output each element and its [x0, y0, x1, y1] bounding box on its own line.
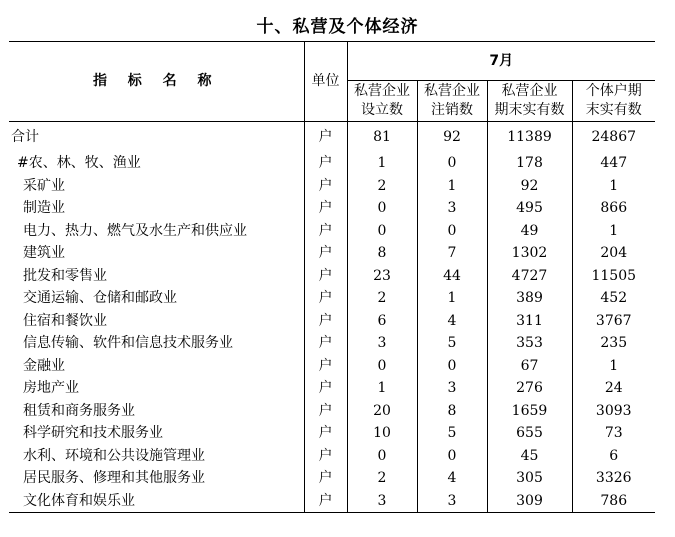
individual-total: 1 [609, 177, 619, 194]
table-row [9, 332, 655, 355]
indicator-name: 电力、热力、燃气及水生产和供应业 [9, 220, 304, 243]
cancelled-count: 7 [417, 242, 487, 265]
unit-cell: 户 [304, 467, 347, 490]
indicator-name: 水利、环境和公共设施管理业 [9, 445, 304, 468]
cancelled-count: 3 [417, 377, 487, 400]
unit-cell: 户 [304, 242, 347, 265]
cancelled-count: 0 [417, 220, 487, 243]
private-total: 92 [487, 175, 572, 198]
individual-total: 24 [604, 380, 623, 396]
header-row-top [9, 42, 655, 81]
document-title: 十、私营及个体经济 [256, 17, 419, 37]
table-row [9, 355, 655, 378]
established-count: 0 [347, 220, 417, 243]
unit-cell: 户 [304, 400, 347, 423]
indicator-name: 房地产业 [9, 377, 304, 400]
cancelled-count: 92 [417, 122, 487, 153]
table-row [9, 377, 655, 400]
unit-cell: 户 [304, 265, 347, 288]
cancelled-count: 4 [417, 467, 487, 490]
unit-cell: 户 [304, 287, 347, 310]
unit-cell: 户 [304, 220, 347, 243]
table-row [9, 445, 655, 468]
established-count: 6 [347, 310, 417, 333]
cancelled-count: 4 [417, 310, 487, 333]
individual-total: 1 [609, 222, 619, 239]
private-total: 67 [487, 355, 572, 378]
table-row [9, 422, 655, 445]
individual-total: 3326 [595, 470, 632, 486]
private-total: 389 [487, 287, 572, 310]
cancelled-count: 0 [417, 445, 487, 468]
individual-total: 11505 [591, 267, 637, 284]
individual-total: 6 [609, 447, 619, 464]
private-total: 45 [487, 445, 572, 468]
individual-total: 447 [600, 155, 628, 171]
indicator-name: 金融业 [9, 355, 304, 378]
established-count: 0 [347, 445, 417, 468]
individual-total: 73 [604, 425, 623, 441]
established-count: 20 [347, 400, 417, 423]
indicator-name: 制造业 [9, 197, 304, 220]
established-count: 2 [347, 175, 417, 198]
cancelled-count: 8 [417, 400, 487, 423]
indicator-name: 居民服务、修理和其他服务业 [9, 467, 304, 490]
statistics-table [9, 41, 655, 513]
established-count: 0 [347, 355, 417, 378]
table-row [9, 310, 655, 333]
unit-cell: 户 [304, 490, 347, 513]
established-count: 2 [347, 467, 417, 490]
indicator-name: 文化体育和娱乐业 [9, 490, 304, 513]
unit-cell: 户 [304, 197, 347, 220]
table-row [9, 152, 655, 175]
established-count: 81 [347, 122, 417, 153]
established-count: 8 [347, 242, 417, 265]
unit-cell: 户 [304, 310, 347, 333]
unit-cell: 户 [304, 152, 347, 175]
indicator-name: 建筑业 [9, 242, 304, 265]
indicator-name: 租赁和商务服务业 [9, 400, 304, 423]
private-total: 311 [487, 310, 572, 333]
private-total: 11389 [487, 122, 572, 153]
indicator-name: 住宿和餐饮业 [9, 310, 304, 333]
cancelled-count: 3 [417, 490, 487, 513]
cancelled-count: 5 [417, 422, 487, 445]
indicator-name: 信息传输、软件和信息技术服务业 [9, 332, 304, 355]
column-header-individual-total: 个体户期 末实有数 [572, 81, 655, 122]
individual-total: 1 [609, 357, 619, 374]
unit-cell: 户 [304, 175, 347, 198]
column-header-established: 私营企业 设立数 [347, 81, 417, 122]
established-count: 1 [347, 377, 417, 400]
table-body [9, 122, 655, 513]
unit-cell: 户 [304, 332, 347, 355]
cancelled-count: 3 [417, 197, 487, 220]
cancelled-count: 5 [417, 332, 487, 355]
table-row [9, 490, 655, 513]
individual-total: 786 [572, 490, 655, 513]
unit-cell: 户 [304, 355, 347, 378]
private-total: 495 [487, 197, 572, 220]
indicator-name: 科学研究和技术服务业 [9, 422, 304, 445]
unit-header: 单位 [304, 42, 347, 122]
indicator-name: 交通运输、仓储和邮政业 [9, 287, 304, 310]
private-total: 49 [487, 220, 572, 243]
private-total: 655 [487, 422, 572, 445]
private-total: 309 [487, 490, 572, 513]
private-total: 353 [487, 332, 572, 355]
established-count: 1 [347, 152, 417, 175]
individual-total: 3767 [595, 312, 632, 329]
individual-total: 3093 [595, 402, 632, 419]
established-count: 3 [347, 490, 417, 513]
column-header-private-total: 私营企业 期末实有数 [487, 81, 572, 122]
established-count: 3 [347, 332, 417, 355]
private-total: 4727 [487, 265, 572, 288]
indicator-name: #农、林、牧、渔业 [9, 152, 304, 175]
indicator-name: 采矿业 [9, 175, 304, 198]
cancelled-count: 44 [417, 265, 487, 288]
cancelled-count: 0 [417, 152, 487, 175]
cancelled-count: 1 [417, 287, 487, 310]
individual-total: 24867 [591, 129, 637, 145]
table-row [9, 400, 655, 423]
individual-total: 235 [600, 335, 628, 351]
table-row [9, 220, 655, 243]
private-total: 1302 [487, 242, 572, 265]
table-row [9, 197, 655, 220]
column-header-cancelled: 私营企业 注销数 [417, 81, 487, 122]
private-total: 1659 [487, 400, 572, 423]
unit-cell: 户 [304, 445, 347, 468]
indicator-name: 批发和零售业 [9, 265, 304, 288]
unit-cell: 户 [304, 122, 347, 153]
private-total: 178 [487, 152, 572, 175]
established-count: 0 [347, 197, 417, 220]
individual-total: 204 [600, 245, 628, 261]
table-row [9, 265, 655, 288]
private-total: 305 [487, 467, 572, 490]
table-row [9, 175, 655, 198]
private-total: 276 [487, 377, 572, 400]
unit-cell: 户 [304, 377, 347, 400]
established-count: 10 [347, 422, 417, 445]
cancelled-count: 0 [417, 355, 487, 378]
cancelled-count: 1 [417, 175, 487, 198]
table-row [9, 242, 655, 265]
indicator-name: 合计 [9, 122, 304, 153]
individual-total: 866 [600, 200, 628, 216]
table-row [9, 467, 655, 490]
indicator-name-header: 指 标 名 称 [9, 42, 304, 122]
individual-total: 452 [600, 290, 628, 306]
established-count: 2 [347, 287, 417, 310]
month-header: 7月 [347, 42, 655, 81]
table-row [9, 122, 655, 153]
table-row [9, 287, 655, 310]
unit-cell: 户 [304, 422, 347, 445]
established-count: 23 [347, 265, 417, 288]
